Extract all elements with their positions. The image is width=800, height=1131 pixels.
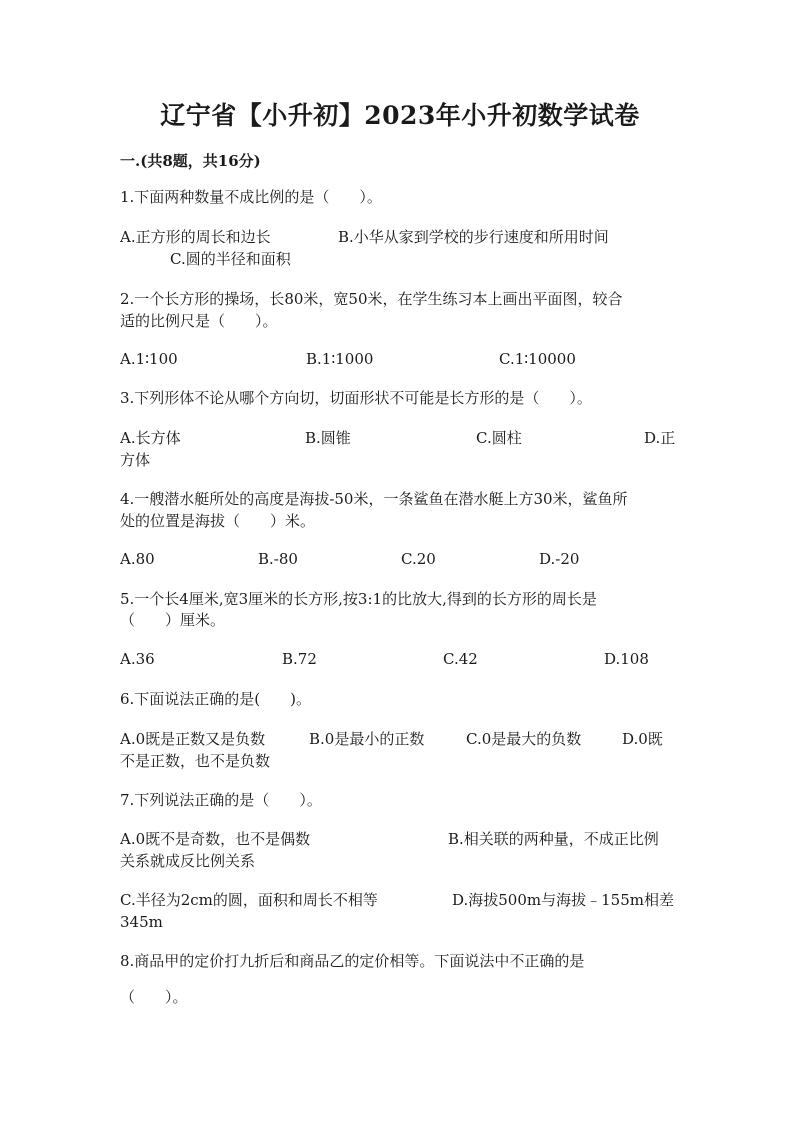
question-6-option-d: D.0既 [622,730,663,748]
question-5-option-d: D.108 [604,650,649,668]
question-4-option-c: C.20 [401,550,436,568]
question-5-stem-line-2: （ ）厘米。 [120,611,226,629]
question-8-stem-line-2: （ ）。 [120,988,188,1006]
question-4-option-a: A.80 [120,550,155,568]
question-6-option-d-continued: 不是正数，也不是负数 [120,752,271,770]
question-6-option-c: C.0是最大的负数 [466,730,582,748]
question-7-option-b: B.相关联的两种量，不成正比例 [448,830,659,848]
question-3-option-d-continued: 方体 [120,451,151,469]
question-8-stem-line-1: 8.商品甲的定价打九折后和商品乙的定价相等。下面说法中不正确的是 [120,952,585,970]
section-heading: 一.(共8题，共16分) [120,152,261,170]
question-7-stem: 7.下列说法正确的是（ ）。 [120,791,322,809]
question-2-option-a: A.1∶100 [120,350,178,368]
question-2-option-c: C.1∶10000 [499,350,576,368]
question-4-option-b: B.-80 [258,550,298,568]
question-3-option-a: A.长方体 [120,429,181,447]
question-1-option-b: B.小华从家到学校的步行速度和所用时间 [338,228,609,246]
question-4-stem-line-2: 处的位置是海拔（ ）米。 [120,512,316,530]
question-5-option-b: B.72 [282,650,317,668]
question-5-stem-line-1: 5.一个长4厘米,宽3厘米的长方形,按3:1的比放大,得到的长方形的周长是 [120,590,597,608]
question-1-option-a: A.正方形的周长和边长 [120,228,271,246]
page-title: 辽宁省【小升初】2023年小升初数学试卷 [160,101,640,130]
question-6-option-a: A.0既是正数又是负数 [120,730,266,748]
question-2-stem-line-1: 2.一个长方形的操场，长80米，宽50米，在学生练习本上画出平面图，较合 [120,290,623,308]
question-7-option-a: A.0既不是奇数，也不是偶数 [120,830,311,848]
question-7-option-d-continued: 345m [120,913,163,931]
question-3-option-d: D.正 [644,429,676,447]
question-6-option-b: B.0是最小的正数 [309,730,425,748]
question-4-stem-line-1: 4.一艘潜水艇所处的高度是海拔-50米，一条鲨鱼在潜水艇上方30米，鲨鱼所 [120,490,628,508]
question-5-option-c: C.42 [443,650,478,668]
question-5-option-a: A.36 [120,650,155,668]
question-3-option-c: C.圆柱 [476,429,522,447]
question-6-stem: 6.下面说法正确的是( )。 [120,690,312,708]
question-7-option-b-continued: 关系就成反比例关系 [120,852,256,870]
question-1-option-c: C.圆的半径和面积 [170,250,291,268]
question-1-stem: 1.下面两种数量不成比例的是（ ）。 [120,188,382,206]
question-4-option-d: D.-20 [539,550,580,568]
question-2-stem-line-2: 适的比例尺是（ ）。 [120,312,278,330]
question-2-option-b: B.1∶1000 [306,350,374,368]
question-7-option-c: C.半径为2cm的圆，面积和周长不相等 [120,891,378,909]
question-7-option-d: D.海拔500m与海拔﹣155m相差 [452,891,674,909]
question-3-stem: 3.下列形体不论从哪个方向切，切面形状不可能是长方形的是（ ）。 [120,389,592,407]
question-3-option-b: B.圆锥 [305,429,351,447]
